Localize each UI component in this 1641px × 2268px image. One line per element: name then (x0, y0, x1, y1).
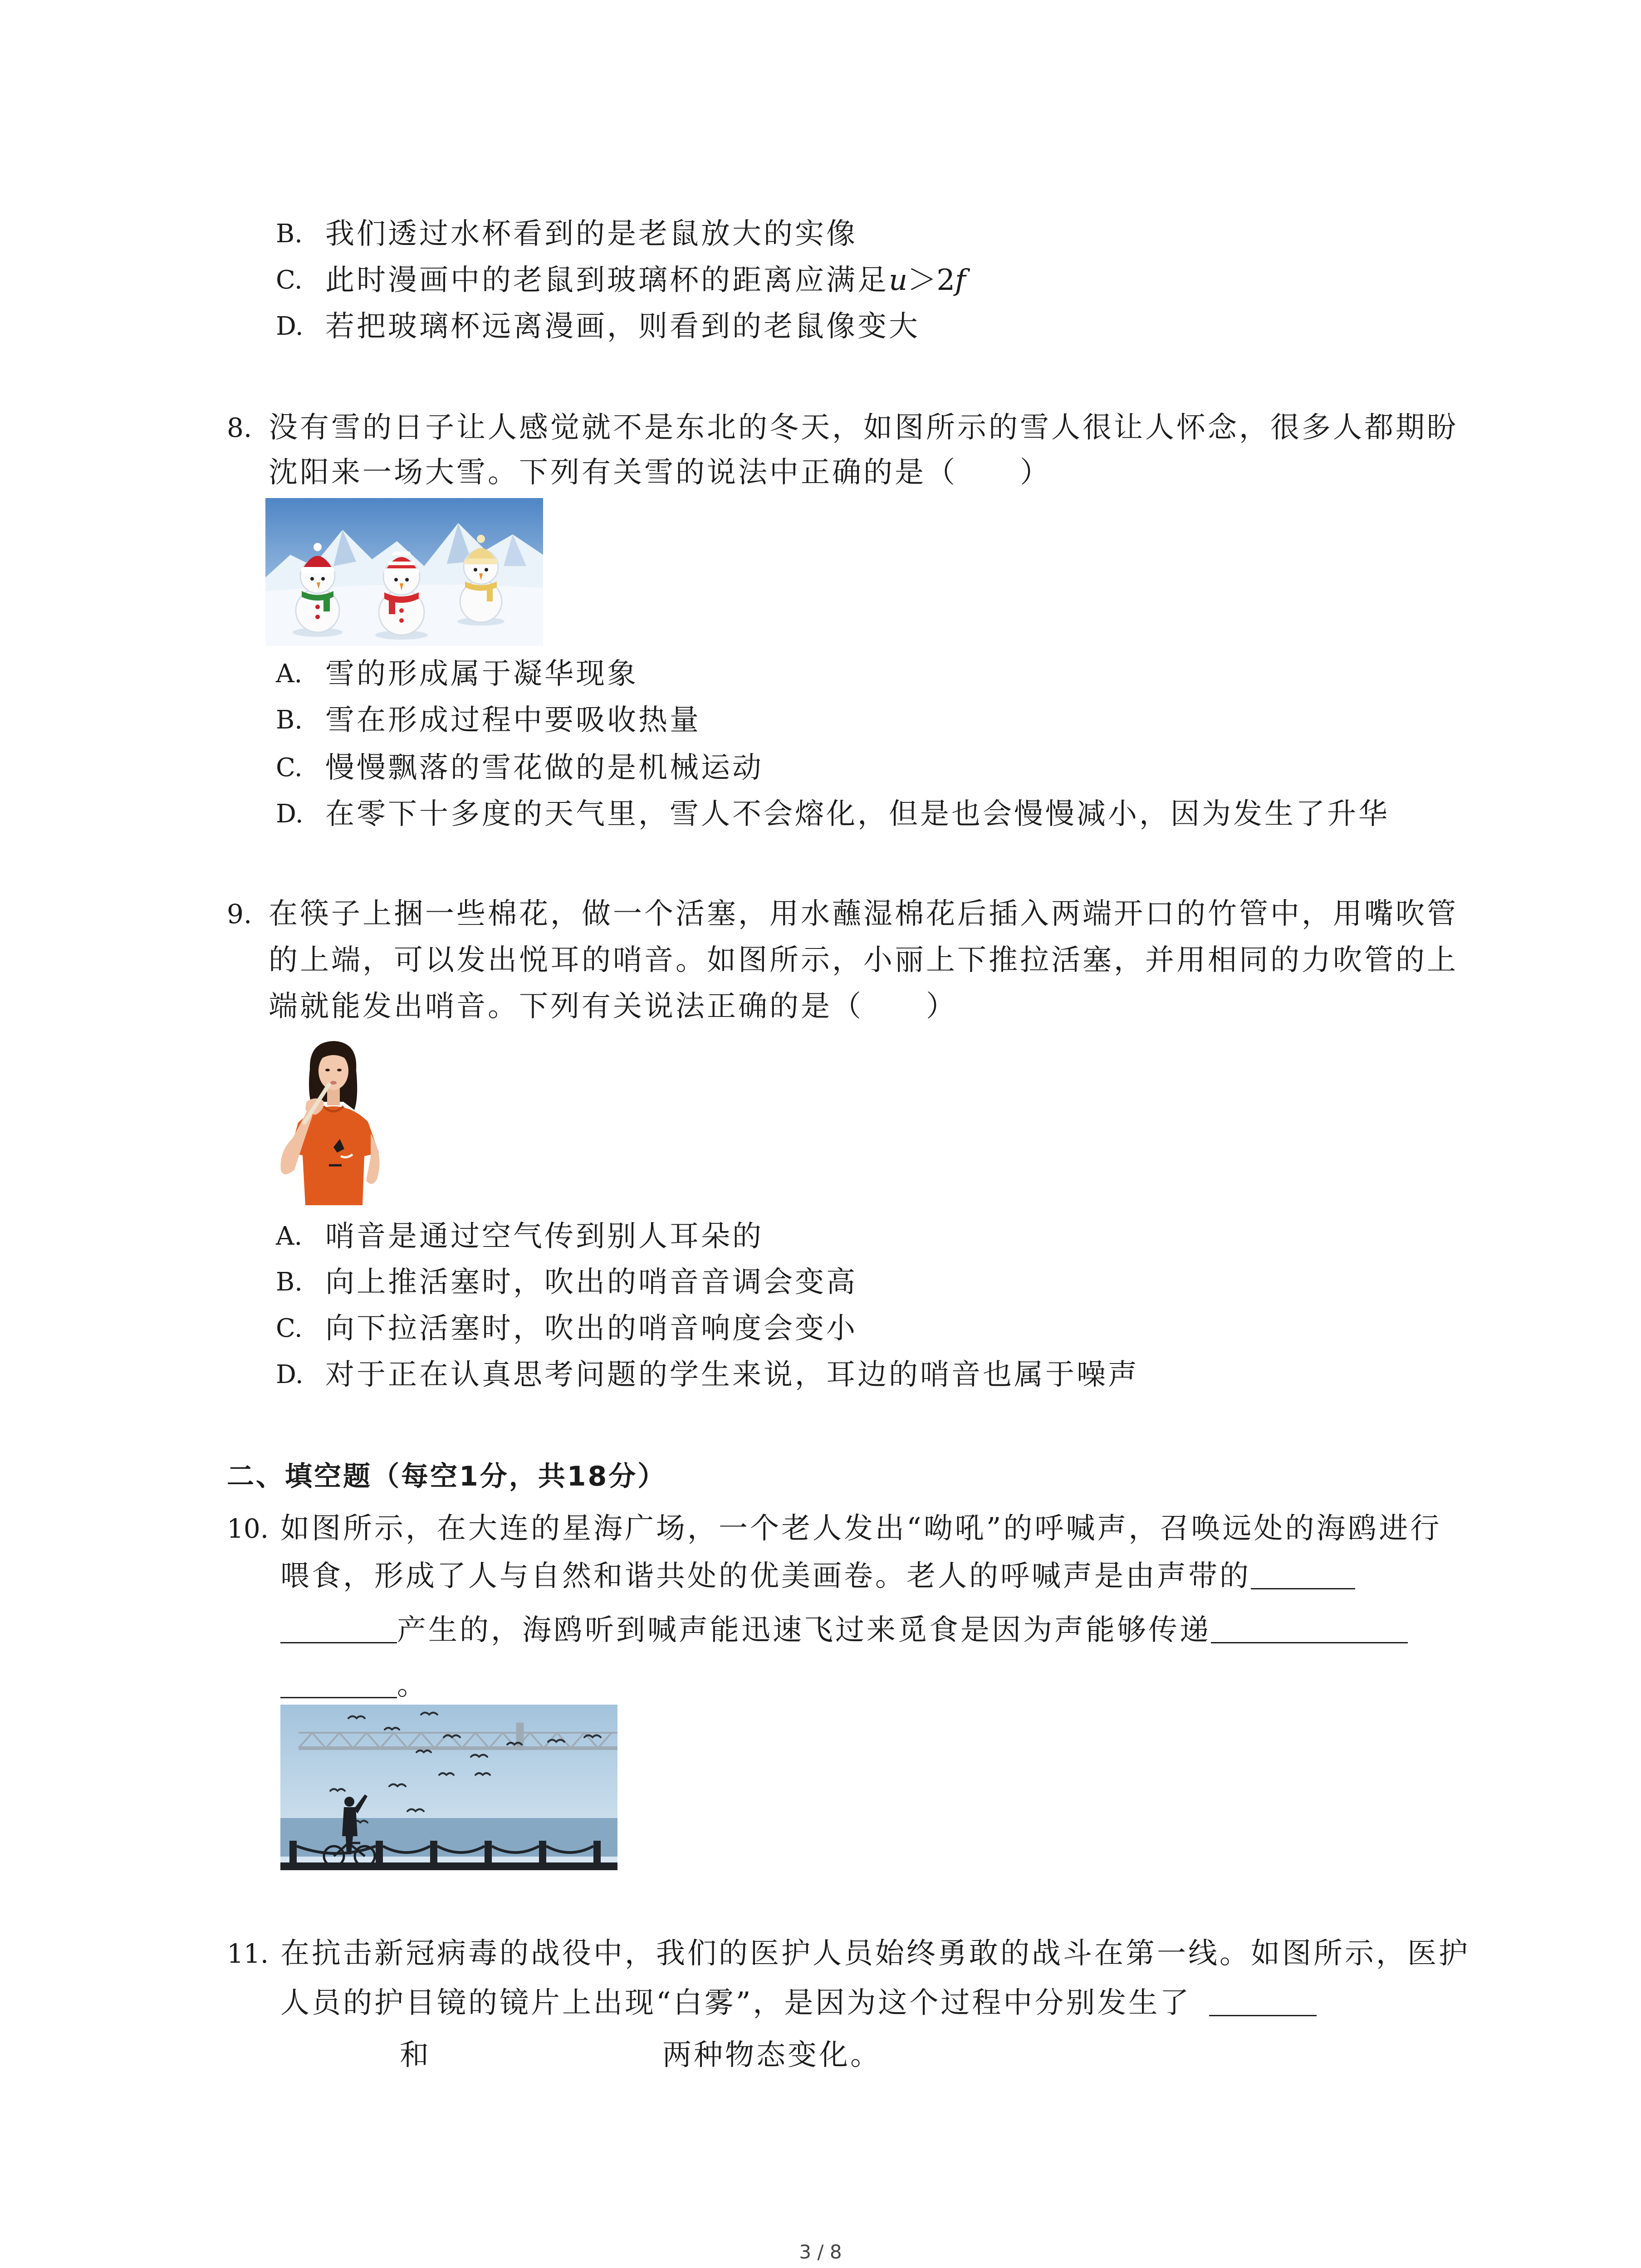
question-11-stem-line-2 (280, 1987, 1317, 2019)
answer-blank (1209, 1988, 1317, 2016)
question-10-stem-line-4 (280, 1669, 428, 1701)
question-10-stem-line-1: 如图所示，在大连的星海广场，一个老人发出“呦吼”的呼喊声，召唤远处的海鸥进行 (280, 1512, 1442, 1545)
seagull-feeding-photo (280, 1705, 617, 1870)
option-label: B. (276, 219, 303, 249)
question-8-stem-line-1: 没有雪的日子让人感觉就不是东北的冬天，如图所示的雪人很让人怀念，很多人都期盼 (269, 411, 1458, 445)
q7-option-b (276, 218, 1592, 250)
option-text: 哨音是通过空气传到别人耳朵的 (325, 1220, 764, 1253)
question-9-stem-line-2: 的上端，可以发出悦耳的哨音。如图所示，小丽上下推拉活塞，并用相同的力吹管的上 (269, 943, 1458, 977)
q9-option-c (276, 1312, 1592, 1345)
option-text: 向下拉活塞时，吹出的哨音响度会变小 (325, 1312, 857, 1345)
option-label: B. (276, 705, 303, 735)
formula-operator: ＞2 (907, 264, 955, 297)
question-8-number: 8. (227, 412, 252, 443)
woman-blowing-whistle-photo (265, 1034, 391, 1205)
page-number: 3 / 8 (799, 2241, 842, 2263)
question-11-connector: 和 (400, 2038, 431, 2072)
question-11-stem-line-3: 两种物态变化。 (662, 2038, 882, 2072)
option-text: 慢慢飘落的雪花做的是机械运动 (325, 751, 764, 785)
option-text: 对于正在认真思考问题的学生来说，耳边的哨音也属于噪声 (325, 1358, 1139, 1392)
option-label: D. (276, 1360, 304, 1389)
q9-option-d (276, 1359, 1592, 1391)
option-label: C. (276, 265, 303, 295)
option-text: 若把玻璃杯远离漫画，则看到的老鼠像变大 (325, 310, 920, 343)
option-text: 此时漫画中的老鼠到玻璃杯的距离应满足 (325, 264, 889, 297)
q9-option-b (276, 1266, 1592, 1299)
snowmen-photo (265, 498, 543, 646)
answer-blank (280, 1670, 397, 1698)
option-label: D. (276, 799, 304, 829)
option-text: 雪的形成属于凝华现象 (325, 657, 638, 691)
option-label: A. (276, 1222, 303, 1251)
q7-option-d (276, 310, 1592, 343)
section-heading-fill-in-the-blank: 二、填空题（每空1分，共18分） (227, 1461, 667, 1492)
question-11-number: 11. (227, 1938, 269, 1969)
question-9-number: 9. (227, 899, 252, 929)
question-10-stem-line-3 (280, 1614, 1408, 1647)
q8-option-d (276, 798, 1592, 831)
formula-variable-f: f (955, 264, 966, 297)
question-10-text: 产生的，海鸥听到喊声能迅速飞过来觅食是因为声能够传递 (397, 1613, 1211, 1647)
option-label: C. (276, 753, 303, 782)
option-text: 在零下十多度的天气里，雪人不会熔化，但是也会慢慢减小，因为发生了升华 (325, 797, 1390, 831)
question-10-stem-line-2 (280, 1560, 1355, 1593)
question-10-number: 10. (227, 1513, 269, 1544)
option-label: C. (276, 1314, 303, 1343)
option-text: 雪在形成过程中要吸收热量 (325, 704, 701, 737)
answer-blank (280, 1615, 397, 1643)
answer-blank (1251, 1561, 1355, 1589)
question-9-stem-line-3: 端就能发出哨音。下列有关说法正确的是（ ） (269, 990, 957, 1023)
option-label: A. (276, 659, 303, 689)
q8-option-c (276, 752, 1592, 784)
option-text-with-formula (325, 264, 966, 297)
question-9-stem-line-1: 在筷子上捆一些棉花，做一个活塞，用水蘸湿棉花后插入两端开口的竹管中，用嘴吹管 (269, 897, 1458, 931)
question-10-text: 。 (397, 1668, 428, 1702)
q7-option-c (276, 264, 1592, 297)
question-10-text: 喂食，形成了人与自然和谐共处的优美画卷。老人的呼喊声是由声带的 (280, 1559, 1251, 1593)
formula-variable-u: u (889, 264, 908, 297)
q9-option-a (276, 1220, 1592, 1253)
question-11-text: 人员的护目镜的镜片上出现“白雾”，是因为这个过程中分别发生了 (280, 1986, 1191, 2020)
option-text: 向上推活塞时，吹出的哨音音调会变高 (325, 1266, 857, 1299)
option-label: B. (276, 1267, 303, 1297)
question-11-stem-line-1: 在抗击新冠病毒的战役中，我们的医护人员始终勇敢的战斗在第一线。如图所示，医护 (280, 1937, 1470, 1970)
question-8-stem-line-2: 沈阳来一场大雪。下列有关雪的说法中正确的是（ ） (269, 456, 1051, 489)
option-text: 我们透过水杯看到的是老鼠放大的实像 (325, 217, 857, 251)
answer-blank (1211, 1615, 1408, 1643)
q8-option-a (276, 658, 1592, 690)
option-label: D. (276, 312, 304, 341)
q8-option-b (276, 704, 1592, 737)
